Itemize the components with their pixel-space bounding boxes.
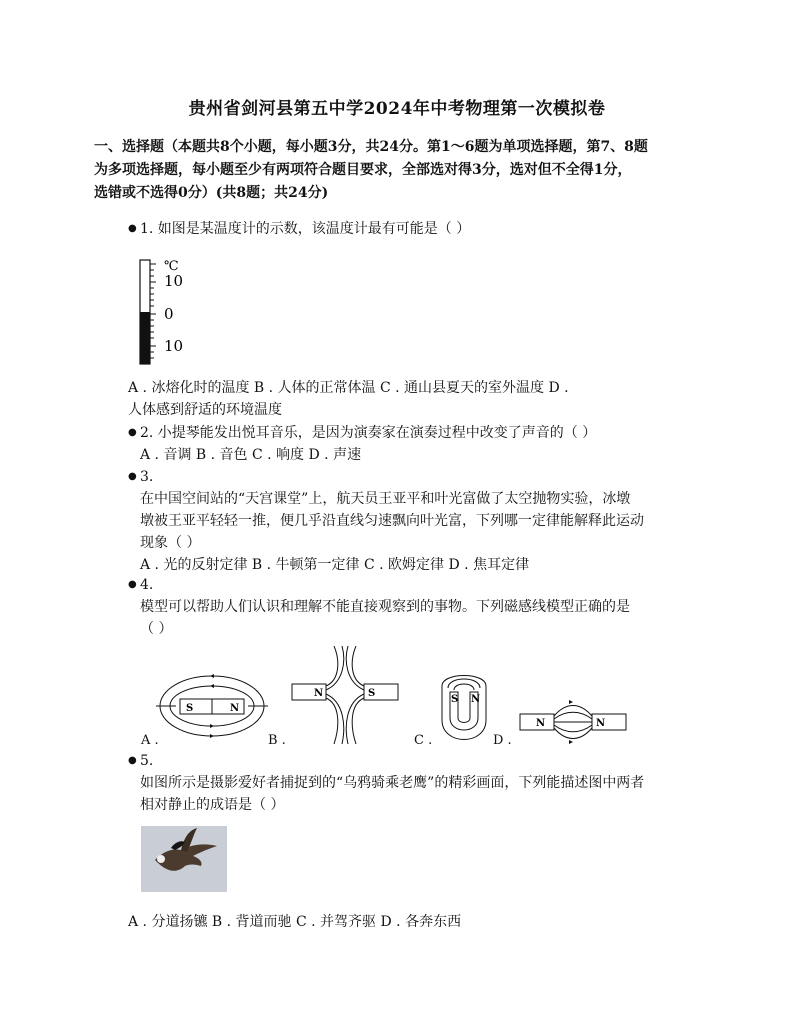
thermometer-tick-10-upper: 10 <box>164 272 184 290</box>
bullet-icon: ● <box>128 579 137 590</box>
pole-n-label: N <box>536 718 546 729</box>
question-2-stem: 2. 小提琴能发出悦耳音乐，是因为演奏家在演奏过程中改变了声音的（ ） <box>140 425 597 441</box>
question-3-options: A . 光的反射定律 B . 牛顿第一定律 C . 欧姆定律 D . 焦耳定律 <box>140 557 530 573</box>
pole-s-label: S <box>451 694 459 705</box>
pole-s-label: S <box>368 688 376 699</box>
question-4-number: 4. <box>140 577 154 593</box>
question-1-stem: 1. 如图是某温度计的示数，该温度计最有可能是（ ） <box>140 221 471 237</box>
question-5 <box>128 750 708 816</box>
question-3 <box>128 466 708 576</box>
question-2-options: A . 音调 B . 音色 C . 响度 D . 声速 <box>140 447 362 463</box>
question-5-options-wrap <box>128 911 708 933</box>
question-4-line-2: （ ） <box>140 621 173 637</box>
section-heading <box>94 136 704 205</box>
question-5-number: 5. <box>140 753 154 769</box>
pole-n-label-right: N <box>596 718 606 729</box>
pole-s-label: S <box>186 703 194 714</box>
option-c-label: C . <box>414 733 433 748</box>
question-5-line-1: 如图所示是摄影爱好者捕捉到的“乌鸦骑乘老鹰”的精彩画面，下列能描述图中两者 <box>140 775 645 791</box>
question-1-options-line-2: 人体感到舒适的环境温度 <box>128 402 282 418</box>
section-line-3: 选错或不选得0分）(共8题；共24分) <box>94 185 329 201</box>
question-2 <box>128 422 708 466</box>
bullet-icon: ● <box>128 755 137 766</box>
eagle-crow-photo <box>141 826 227 892</box>
pole-n-label: N <box>314 688 324 699</box>
thermometer-tick-10-lower: 10 <box>164 337 184 355</box>
question-1-options <box>128 377 708 421</box>
section-line-1: 一、选择题（本题共8个小题，每小题3分，共24分。第1～6题为单项选择题，第7、8题 <box>94 139 648 155</box>
question-3-number: 3. <box>140 469 154 485</box>
question-5-options: A . 分道扬镳 B . 背道而驰 C . 并驾齐驱 D . 各奔东西 <box>128 914 462 930</box>
bullet-icon: ● <box>128 471 137 482</box>
pole-n-label: N <box>230 703 240 714</box>
page-title: 贵州省剑河县第五中学2024年中考物理第一次模拟卷 <box>188 99 606 119</box>
question-4-line-1: 模型可以帮助人们认识和理解不能直接观察到的事物。下列磁感线模型正确的是 <box>140 599 630 615</box>
question-3-line-3: 现象（ ） <box>140 535 201 551</box>
thermometer-liquid <box>140 312 150 364</box>
magnet-diagram-c <box>438 662 490 742</box>
question-3-line-2: 墩被王亚平轻轻一推，便几乎沿直线匀速飘向叶光富，下列哪一定律能解释此运动 <box>140 513 644 529</box>
pole-n-label: N <box>471 694 481 705</box>
bullet-icon: ● <box>128 427 137 438</box>
thermometer-figure <box>134 256 204 368</box>
option-d-label: D . <box>493 733 512 748</box>
option-b-label: B . <box>268 733 286 748</box>
question-4 <box>128 574 708 640</box>
magnet-diagram-a <box>156 672 268 740</box>
magnet-diagram-d <box>518 700 628 744</box>
thermometer-tick-0: 0 <box>164 305 174 323</box>
thermometer-unit: ℃ <box>164 259 179 274</box>
question-3-line-1: 在中国空间站的“天宫课堂”上，航天员王亚平和叶光富做了太空抛物实验，冰墩 <box>140 491 631 507</box>
question-5-line-2: 相对静止的成语是（ ） <box>140 797 285 813</box>
option-a-label: A . <box>141 733 159 748</box>
question-1 <box>128 218 708 240</box>
question-1-options-line-1: A . 冰熔化时的温度 B . 人体的正常体温 C . 通山县夏天的室外温度 D . <box>128 380 569 396</box>
section-line-2: 为多项选择题，每小题至少有两项符合题目要求，全部选对得3分，选对但不全得1分， <box>94 162 632 178</box>
magnet-diagram-b <box>290 646 400 744</box>
bullet-icon: ● <box>128 223 137 234</box>
